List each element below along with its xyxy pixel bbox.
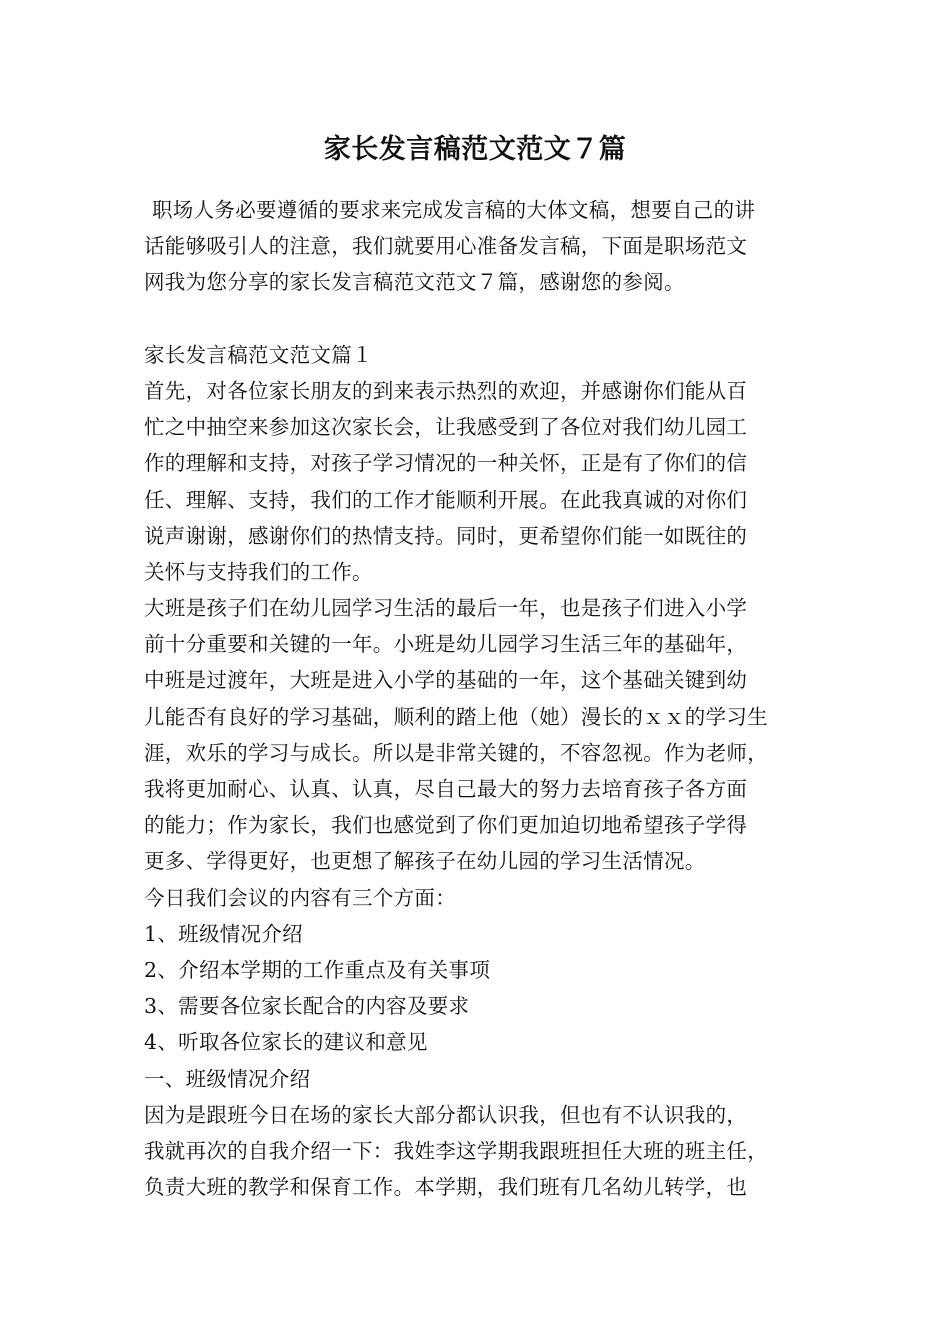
body-line: 负责大班的教学和保育工作。本学期，我们班有几名幼儿转学，也 xyxy=(144,1175,748,1200)
body-line: 我将更加耐心、认真、认真，尽自己最大的努力去培育孩子各方面 xyxy=(144,777,748,801)
body-line: 大班是孩子们在幼儿园学习生活的最后一年，也是孩子们进入小学 xyxy=(144,596,748,621)
body-line: 今日我们会议的内容有三个方面： xyxy=(144,885,456,910)
body-line: 因为是跟班今日在场的家长大部分都认识我，但也有不认识我的， xyxy=(144,1102,748,1127)
list-item: 4、听取各位家长的建议和意见 xyxy=(144,1030,428,1055)
body-line: 的能力；作为家长，我们也感觉到了你们更加迫切地希望孩子学得 xyxy=(144,813,748,838)
list-item: 3、需要各位家长配合的内容及要求 xyxy=(144,994,470,1019)
body-line: 我就再次的自我介绍一下：我姓李这学期我跟班担任大班的班主任， xyxy=(144,1138,768,1163)
body-line: 中班是过渡年，大班是进入小学的基础的一年，这个基础关键到幼 xyxy=(144,668,748,693)
subsection-heading: 一、班级情况介绍 xyxy=(144,1066,311,1091)
document-body xyxy=(144,192,834,1205)
paragraph-gap xyxy=(144,301,834,337)
body-line: 涯，欢乐的学习与成长。所以是非常关键的，不容忽视。作为老师， xyxy=(144,740,768,765)
body-line: 任、理解、支持，我们的工作才能顺利开展。在此我真诚的对你们 xyxy=(144,487,748,512)
list-item: 1、班级情况介绍 xyxy=(144,921,303,946)
section-heading: 家长发言稿范文范文篇１ xyxy=(144,342,373,367)
body-line: 儿能否有良好的学习基础，顺利的踏上他（她）漫长的ｘｘ的学习生 xyxy=(144,704,768,729)
intro-line: 职场人务必要遵循的要求来完成发言稿的大体文稿，想要自己的讲 xyxy=(152,198,756,222)
body-line: 更多、学得更好，也更想了解孩子在幼儿园的学习生活情况。 xyxy=(144,849,706,874)
intro-line: 话能够吸引人的注意，我们就要用心准备发言稿，下面是职场范文 xyxy=(144,234,748,259)
intro-line: 网我为您分享的家长发言稿范文范文７篇，感谢您的参阅。 xyxy=(144,270,685,295)
body-line: 说声谢谢，感谢你们的热情支持。同时，更希望你们能一如既往的 xyxy=(144,523,748,548)
list-item: 2、介绍本学期的工作重点及有关事项 xyxy=(144,957,491,982)
body-line: 前十分重要和关键的一年。小班是幼儿园学习生活三年的基础年， xyxy=(144,632,748,657)
body-line: 作的理解和支持，对孩子学习情况的一种关怀，正是有了你们的信 xyxy=(144,451,748,476)
body-line: 关怀与支持我们的工作。 xyxy=(144,559,373,584)
document-title: 家长发言稿范文范文７篇 xyxy=(323,134,627,165)
body-line: 首先，对各位家长朋友的到来表示热烈的欢迎，并感谢你们能从百 xyxy=(144,378,748,403)
body-line: 忙之中抽空来参加这次家长会，让我感受到了各位对我们幼儿园工 xyxy=(144,415,748,440)
